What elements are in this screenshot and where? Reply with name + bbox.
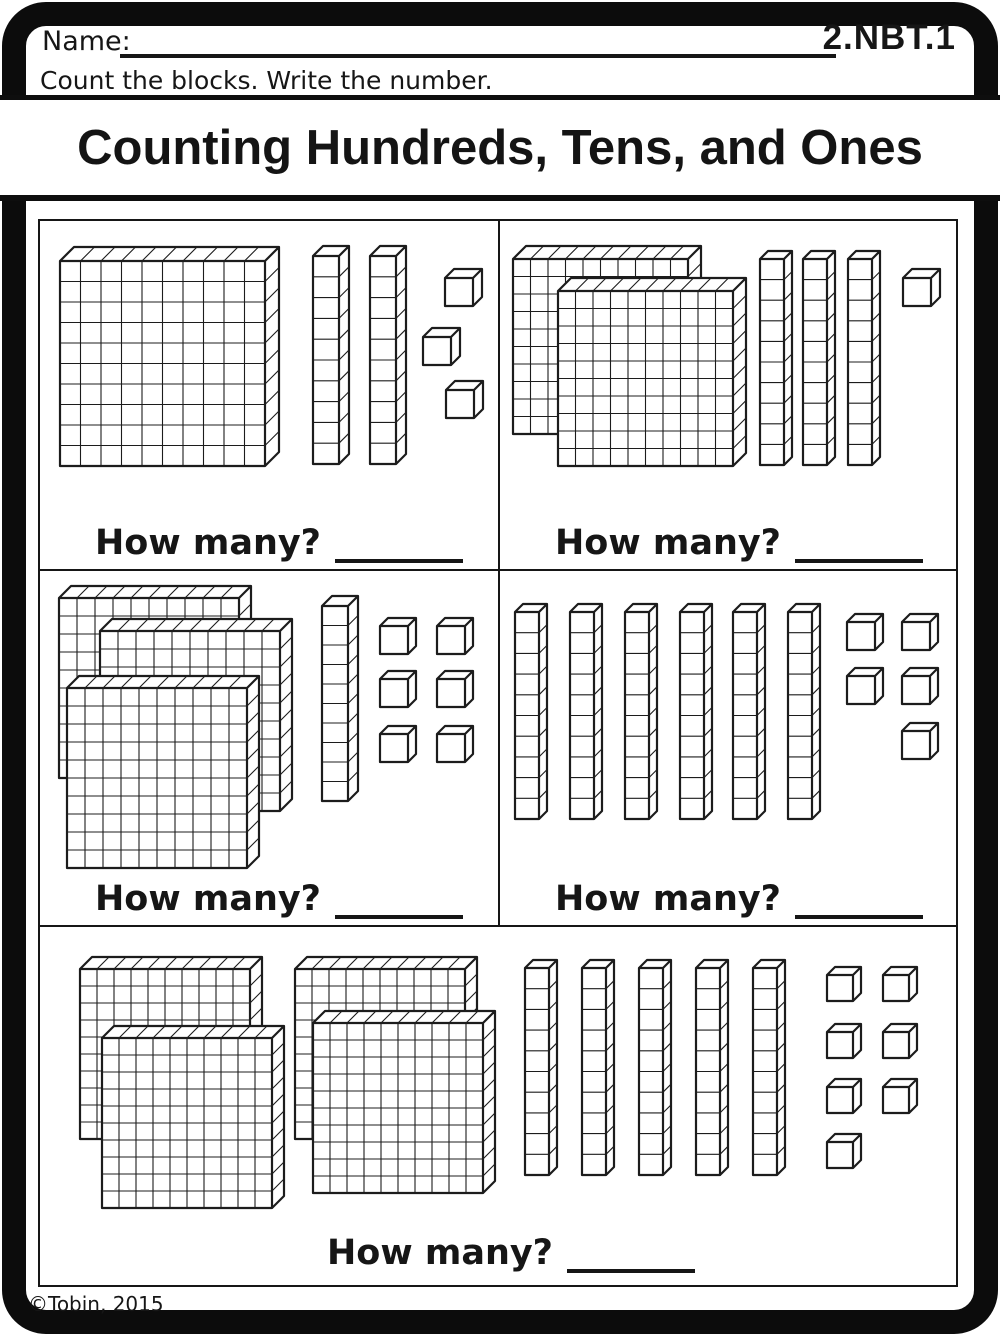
name-label: Name: bbox=[42, 26, 131, 57]
standard-code: 2.NBT.1 bbox=[822, 18, 956, 57]
title-banner bbox=[0, 95, 1000, 201]
one-cube bbox=[902, 668, 938, 704]
ten-rod bbox=[525, 960, 557, 1175]
one-cube bbox=[827, 1024, 861, 1058]
problem-cell-4 bbox=[500, 571, 956, 927]
ten-rod bbox=[696, 960, 728, 1175]
one-cube bbox=[903, 269, 940, 306]
ten-rod bbox=[733, 604, 765, 819]
answer-blank-1[interactable] bbox=[335, 519, 463, 563]
answer-blank-5[interactable] bbox=[567, 1229, 695, 1273]
ten-rod bbox=[370, 246, 406, 464]
hundred-flat bbox=[102, 1026, 284, 1208]
answer-blank-2[interactable] bbox=[795, 519, 923, 563]
instruction-text: Count the blocks. Write the number. bbox=[40, 66, 493, 95]
ten-rod bbox=[753, 960, 785, 1175]
one-cube bbox=[423, 328, 460, 365]
problem-cell-2 bbox=[500, 221, 956, 571]
hundred-flat bbox=[67, 676, 259, 868]
one-cube bbox=[883, 1024, 917, 1058]
problem-cell-3 bbox=[40, 571, 500, 927]
question-label-3: How many? bbox=[95, 879, 321, 919]
hundred-flat bbox=[60, 247, 279, 466]
problem-cell-1 bbox=[40, 221, 500, 571]
hundred-flat bbox=[558, 278, 746, 466]
ten-rod bbox=[625, 604, 657, 819]
ten-rod bbox=[788, 604, 820, 819]
ten-rod bbox=[582, 960, 614, 1175]
answer-blank-4[interactable] bbox=[795, 875, 923, 919]
one-cube bbox=[445, 269, 482, 306]
ten-rod bbox=[760, 251, 792, 465]
one-cube bbox=[827, 1134, 861, 1168]
hundred-flat bbox=[313, 1011, 495, 1193]
one-cube bbox=[827, 967, 861, 1001]
ten-rod bbox=[570, 604, 602, 819]
question-label-2: How many? bbox=[555, 523, 781, 563]
worksheet-title: Counting Hundreds, Tens, and Ones bbox=[77, 120, 923, 175]
one-cube bbox=[883, 967, 917, 1001]
one-cube bbox=[380, 726, 416, 762]
one-cube bbox=[437, 671, 473, 707]
ten-rod bbox=[313, 246, 349, 464]
ten-rod bbox=[322, 596, 358, 801]
base-ten-blocks-3 bbox=[40, 571, 500, 927]
name-input-line[interactable] bbox=[120, 28, 836, 58]
one-cube bbox=[827, 1079, 861, 1113]
question-label-5: How many? bbox=[327, 1233, 553, 1273]
ten-rod bbox=[803, 251, 835, 465]
question-label-1: How many? bbox=[95, 523, 321, 563]
one-cube bbox=[847, 614, 883, 650]
one-cube bbox=[902, 723, 938, 759]
question-label-4: How many? bbox=[555, 879, 781, 919]
one-cube bbox=[847, 668, 883, 704]
base-ten-blocks-4 bbox=[500, 571, 956, 927]
ten-rod bbox=[848, 251, 880, 465]
problems-grid bbox=[38, 219, 958, 1287]
one-cube bbox=[902, 614, 938, 650]
ten-rod bbox=[515, 604, 547, 819]
problem-cell-5 bbox=[40, 927, 956, 1285]
answer-blank-3[interactable] bbox=[335, 875, 463, 919]
one-cube bbox=[380, 618, 416, 654]
one-cube bbox=[380, 671, 416, 707]
one-cube bbox=[437, 618, 473, 654]
one-cube bbox=[883, 1079, 917, 1113]
one-cube bbox=[437, 726, 473, 762]
copyright-credit: ©Tobin, 2015 bbox=[28, 1292, 164, 1316]
ten-rod bbox=[680, 604, 712, 819]
ten-rod bbox=[639, 960, 671, 1175]
one-cube bbox=[446, 381, 483, 418]
